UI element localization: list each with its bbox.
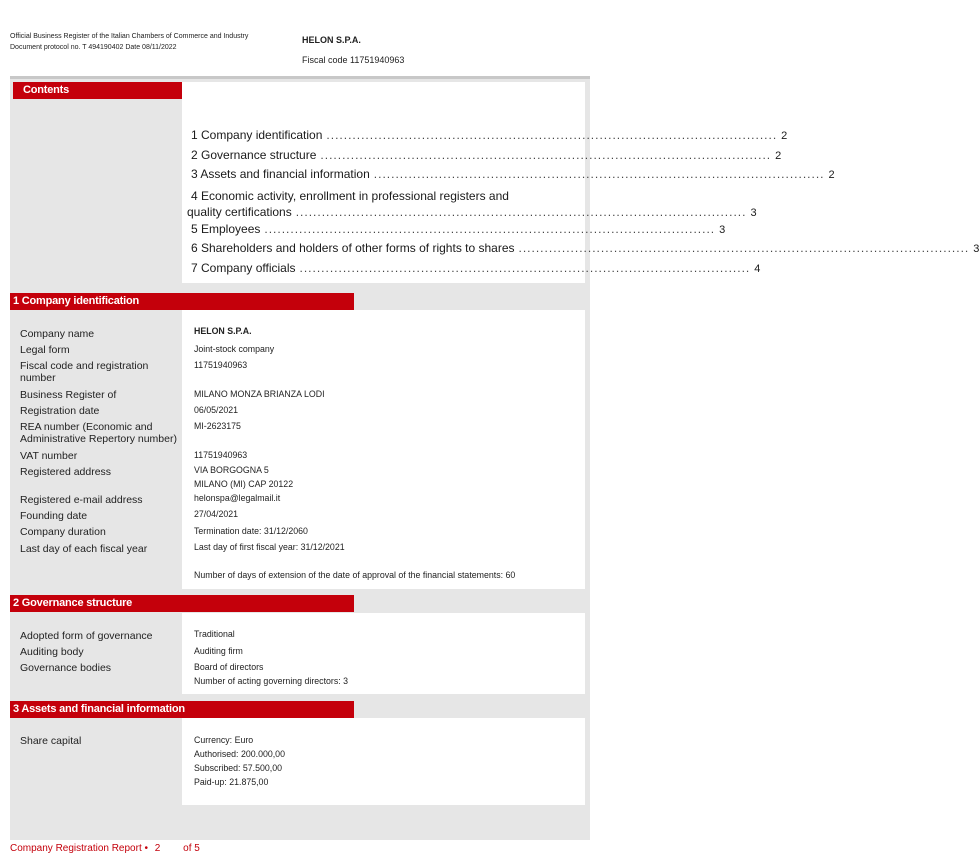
label-registered-address: Registered address (20, 466, 112, 478)
toc-item-page: 2 (775, 149, 782, 162)
protocol-line: Document protocol no. T 494190402 Date 08/11/2022 (10, 44, 177, 51)
toc-item[interactable] (187, 221, 726, 242)
toc-item-page: 4 (754, 262, 761, 275)
label-registration-date: Registration date (20, 405, 100, 417)
value-directors: Number of acting governing directors: 3 (194, 676, 349, 686)
value-subscribed: Subscribed: 57.500,00 (194, 763, 283, 773)
value-business-register: MILANO MONZA BRIANZA LODI (194, 389, 325, 399)
value-address-line2: MILANO (MI) CAP 20122 (194, 479, 294, 489)
toc-leader: ........................................................................................................ (299, 260, 751, 275)
label-legal-form: Legal form (20, 344, 70, 356)
toc-item[interactable] (187, 241, 979, 261)
contents-banner: Contents (13, 82, 182, 99)
label-founding-date: Founding date (20, 510, 88, 522)
label-fiscal-year: Last day of each fiscal year (20, 543, 148, 555)
toc-item[interactable] (187, 128, 788, 148)
toc-item-label: 1 Company identification (191, 128, 323, 142)
footer-page-number: 2 (154, 843, 161, 854)
label-share-capital: Share capital (20, 735, 82, 747)
toc-item-page: 3 (973, 243, 979, 255)
value-fiscal-code: 11751940963 (194, 360, 248, 370)
value-founding-date: 27/04/2021 (194, 509, 239, 519)
toc-item-label-line2: quality certifications (187, 204, 292, 219)
label-fiscal-code: Fiscal code and registration number (20, 360, 149, 384)
value-fiscal-year: Last day of first fiscal year: 31/12/2021 (194, 542, 345, 552)
page-footer (10, 843, 200, 854)
toc-item-page: 3 (750, 206, 757, 219)
toc-item[interactable] (187, 147, 782, 168)
toc-leader: ........................................................................................................ (326, 128, 778, 142)
value-adopted-form: Traditional (194, 629, 235, 639)
toc-item-label-line1: 4 Economic activity, enrollment in professional registers and (191, 188, 509, 203)
toc-item-label: 2 Governance structure (191, 147, 317, 162)
label-company-name: Company name (20, 328, 95, 340)
toc-item[interactable] (187, 167, 835, 187)
value-paid-up: Paid-up: 21.875,00 (194, 777, 269, 787)
section2-banner: 2 Governance structure (10, 595, 354, 612)
table-of-contents (187, 128, 979, 280)
footer-total-pages: 5 (194, 843, 200, 854)
value-authorised: Authorised: 200.000,00 (194, 749, 285, 759)
value-currency: Currency: Euro (194, 735, 254, 745)
header-company-name: HELON S.P.A. (302, 35, 361, 45)
value-legal-form: Joint-stock company (194, 344, 275, 354)
footer-report-label: Company Registration Report • (10, 843, 149, 854)
toc-leader: ........................................................................................................ (295, 204, 747, 219)
section1-banner: 1 Company identification (10, 293, 354, 310)
footer-of-label: of (183, 843, 192, 854)
section3-banner: 3 Assets and financial information (10, 701, 354, 718)
value-vat-number: 11751940963 (194, 450, 248, 460)
toc-item-line2 (187, 204, 757, 222)
value-board: Board of directors (194, 662, 264, 672)
label-email: Registered e-mail address (20, 494, 143, 506)
label-business-register: Business Register of (20, 389, 117, 401)
toc-leader: ........................................................................................................ (373, 167, 825, 181)
value-company-name: HELON S.P.A. (194, 326, 252, 336)
value-extension-days: Number of days of extension of the date of approval of the financial statements: 60 (194, 570, 516, 580)
toc-item-page: 2 (781, 130, 788, 142)
document-header-left (10, 31, 248, 53)
header-fiscal-code: Fiscal code 11751940963 (302, 55, 405, 65)
value-company-duration: Termination date: 31/12/2060 (194, 526, 308, 536)
toc-item-label: 7 Company officials (191, 260, 296, 275)
label-adopted-form: Adopted form of governance (20, 630, 153, 642)
toc-leader: ........................................................................................................ (320, 147, 772, 162)
toc-item-label: 6 Shareholders and holders of other forms of rights to shares (191, 241, 515, 255)
value-email: helonspa@legalmail.it (194, 493, 281, 503)
value-auditing-body: Auditing firm (194, 646, 243, 656)
toc-item-page: 3 (719, 223, 726, 236)
label-company-duration: Company duration (20, 526, 106, 538)
toc-item[interactable] (187, 260, 761, 281)
value-registration-date: 06/05/2021 (194, 405, 239, 415)
register-line: Official Business Register of the Italian Chambers of Commerce and Industry (10, 33, 249, 40)
toc-item[interactable] (187, 187, 757, 222)
label-auditing-body: Auditing body (20, 646, 84, 658)
label-governance-bodies: Governance bodies (20, 662, 112, 674)
value-rea-number: MI-2623175 (194, 421, 241, 431)
toc-item-label: 5 Employees (191, 221, 261, 236)
document-header-right (302, 35, 404, 65)
label-rea-number: REA number (Economic and Administrative Repertory number) (20, 421, 177, 445)
toc-leader: ........................................................................................................ (518, 241, 970, 255)
value-address-line1: VIA BORGOGNA 5 (194, 465, 269, 475)
toc-item-label: 3 Assets and financial information (191, 167, 370, 181)
label-vat-number: VAT number (20, 450, 78, 462)
toc-item-page: 2 (828, 169, 835, 181)
toc-leader: ........................................................................................................ (264, 221, 716, 236)
